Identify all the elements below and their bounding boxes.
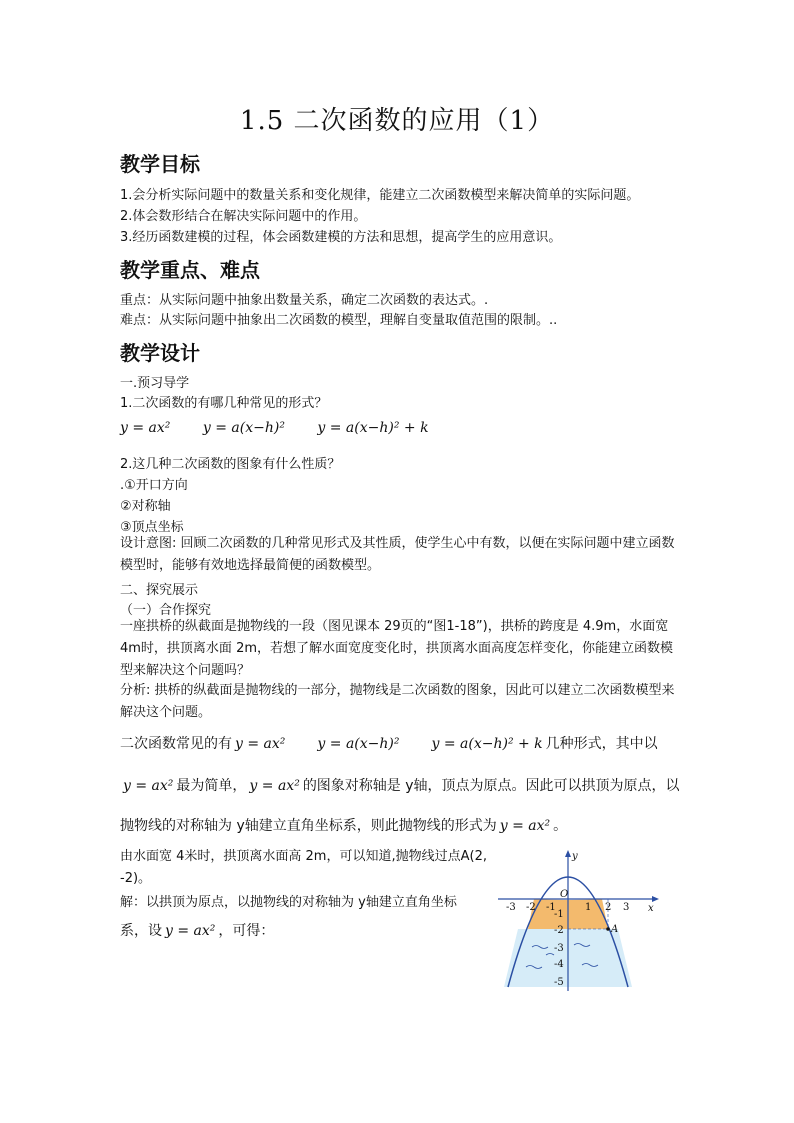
- x-tick-label: -1: [546, 902, 556, 913]
- heading-key-points: 教学重点、难点: [120, 258, 260, 282]
- key-point-2: 难点：从实际问题中抽象出二次函数的模型，理解自变量取值范围的限制。..: [120, 313, 558, 328]
- property-1: .①开口方向: [120, 478, 188, 493]
- paragraph-forms: 二次函数常见的有 y = ax² y = a(x−h)² y = a(x−h)² + k 几种形式，其中以: [120, 736, 658, 752]
- formula: y = a(x−h)²: [202, 420, 285, 436]
- formula: y = ax²: [120, 420, 171, 436]
- formula: y = a(x−h)² + k: [317, 420, 429, 436]
- y-axis-label: y: [572, 851, 578, 862]
- parabola-figure: [492, 847, 662, 995]
- paragraph-solution: 解：以拱顶为原点，以抛物线的对称轴为 y轴建立直角坐标: [120, 895, 457, 910]
- paragraph-point: 由水面宽 4米时，拱顶离水面高 2m，可以知道,抛物线过点A(2, -2)。: [120, 849, 487, 886]
- paragraph-simplest: y = ax² 最为简单， y = ax² 的图象对称轴是 y轴，顶点为原点。因此可以拱顶为原点，以: [123, 778, 680, 794]
- analysis-text: 分析: 拱桥的纵截面是抛物线的一部分，抛物线是二次函数的图象，因此可以建立二次函数模型来解决这个问题。: [120, 683, 675, 720]
- problem-text: 一座拱桥的纵截面是抛物线的一段（图见课本 29页的“图1-18”)，拱桥的跨度是 4.9m，水面宽 4m时，拱顶离水面 2m，若想了解水面宽度变化时，拱顶离水面高度怎样变化，你能建立函数模型来解决这个问题吗？: [120, 619, 674, 678]
- paragraph-setup: 系，设 y = ax² ，可得：: [120, 923, 275, 939]
- forms-list: [120, 420, 457, 436]
- paragraph-coords: 抛物线的对称轴为 y轴建立直角坐标系，则此抛物线的形式为 y = ax² 。: [120, 818, 568, 834]
- goal-2: 2.体会数形结合在解决实际问题中的作用。: [120, 209, 367, 224]
- design-intent: 设计意图: 回顾二次函数的几种常见形式及其性质，使学生心中有数，以便在实际问题中建立函数模型时，能够有效地选择最简便的函数模型。: [120, 536, 675, 573]
- sub-heading: （一）合作探究: [120, 603, 212, 618]
- property-3: ③顶点坐标: [120, 520, 184, 535]
- x-tick-label: 1: [585, 902, 592, 913]
- heading-goals: 教学目标: [120, 152, 200, 176]
- y-tick-label: -1: [554, 909, 564, 920]
- y-tick-label: -3: [554, 943, 564, 954]
- origin-label: O: [560, 889, 569, 900]
- x-arrow-icon: [652, 896, 659, 902]
- y-arrow-icon: [565, 850, 571, 857]
- key-point-1: 重点：从实际问题中抽象出数量关系，确定二次函数的表达式。.: [120, 293, 489, 308]
- point-a-label: A: [611, 924, 619, 935]
- question-2: 2.这几种二次函数的图象有什么性质？: [120, 457, 341, 472]
- part2-heading: 二、探究展示: [120, 583, 199, 598]
- property-2: ②对称轴: [120, 499, 171, 514]
- part1-heading: 一.预习导学: [120, 376, 190, 391]
- x-tick-label: -3: [506, 902, 516, 913]
- y-tick-label: -2: [554, 925, 564, 936]
- x-tick-label: 2: [605, 902, 612, 913]
- heading-design: 教学设计: [120, 341, 200, 365]
- y-tick-label: -5: [554, 977, 564, 988]
- y-tick-label: -4: [554, 959, 564, 970]
- goal-3: 3.经历函数建模的过程，体会函数建模的方法和思想，提高学生的应用意识。: [120, 230, 562, 245]
- question-1: 1.二次函数的有哪几种常见的形式？: [120, 396, 328, 411]
- page-title: 1.5 二次函数的应用（1）: [239, 106, 555, 136]
- x-tick-label: 3: [623, 902, 630, 913]
- x-axis-label: x: [648, 903, 654, 914]
- goal-1: 1.会分析实际问题中的数量关系和变化规律，能建立二次函数模型来解决简单的实际问题。: [120, 188, 640, 203]
- x-tick-label: -2: [526, 902, 536, 913]
- point-a-marker: [606, 927, 610, 931]
